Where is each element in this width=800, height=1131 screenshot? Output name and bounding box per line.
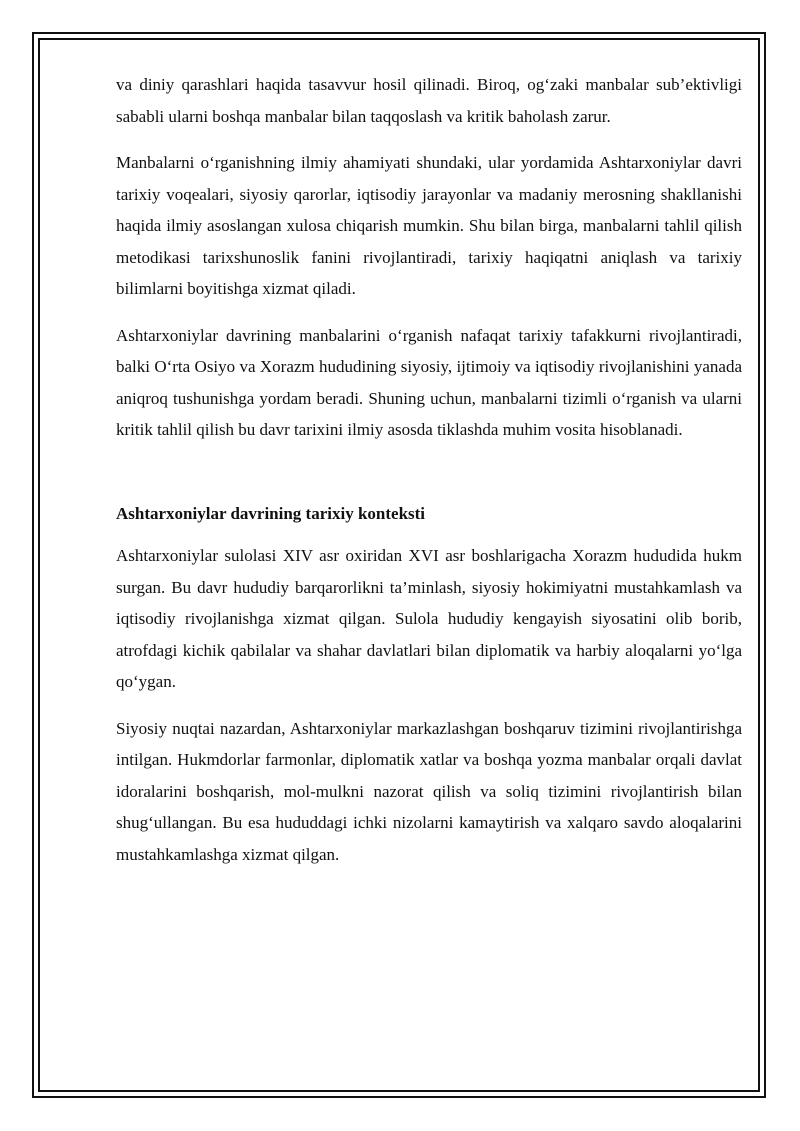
section-heading: Ashtarxoniylar davrining tarixiy konteksti: [116, 503, 426, 523]
document-body: [116, 69, 742, 885]
paragraph-dynasty-overview: Ashtarxoniylar sulolasi XIV asr oxiridan XVI asr boshlarigacha Xorazm hududida hukm surgan. Bu davr hududiy barqarorlikni ta’minlash, siyosiy hokimiyatni mustahkamlash va iqtisodiy rivojlanishga xizmat qilgan. Sulola hududiy kengayish siyosatini olib borib, atrofdagi kichik qabilalar va shahar davlatlari bilan diplomatik va harbiy aloqalarni yo‘lga qo‘ygan.: [116, 546, 742, 691]
paragraph-study-importance: Ashtarxoniylar davrining manbalarini o‘rganish nafaqat tarixiy tafakkurni rivojlantiradi, balki O‘rta Osiyo va Xorazm hududining siyosiy, ijtimoiy va iqtisodiy rivojlanishini yanada aniqroq tushunishga yordam beradi. Shuning uchun, manbalarni tizimli o‘rganish va ularni kritik tahlil qilish bu davr tarixini ilmiy asosda tiklashda muhim vosita hisoblanadi.: [116, 325, 742, 439]
paragraph-scientific-significance: Manbalarni o‘rganishning ilmiy ahamiyati shundaki, ular yordamida Ashtarxoniylar davri tarixiy voqealari, siyosiy qarorlar, iqtisodiy jarayonlar va madaniy merosning shakllanishi haqida ilmiy asoslangan xulosa chiqarish mumkin. Shu bilan birga, manbalarni tahlil qilish metodikasi tarixshunoslik fanini rivojlantiradi, tarixiy haqiqatni aniqlash va tarixiy bilimlarni boyitishga xizmat qiladi.: [116, 153, 742, 298]
paragraph-political-view: Siyosiy nuqtai nazardan, Ashtarxoniylar markazlashgan boshqaruv tizimini rivojlantirishga intilgan. Hukmdorlar farmonlar, diplomatik xatlar va boshqa yozma manbalar orqali davlat idoralarini boshqarish, mol-mulkni nazorat qilish va soliq tizimini rivojlantirish bilan shug‘ullangan. Bu esa hududdagi ichki nizolarni kamaytirish va xalqaro savdo aloqalarini mustahkamlashga xizmat qilgan.: [116, 718, 742, 864]
paragraph-oral-sources: va diniy qarashlari haqida tasavvur hosil qilinadi. Biroq, og‘zaki manbalar sub’ektivligi sababli ularni boshqa manbalar bilan taqqoslash va kritik baholash zarur.: [116, 75, 742, 126]
